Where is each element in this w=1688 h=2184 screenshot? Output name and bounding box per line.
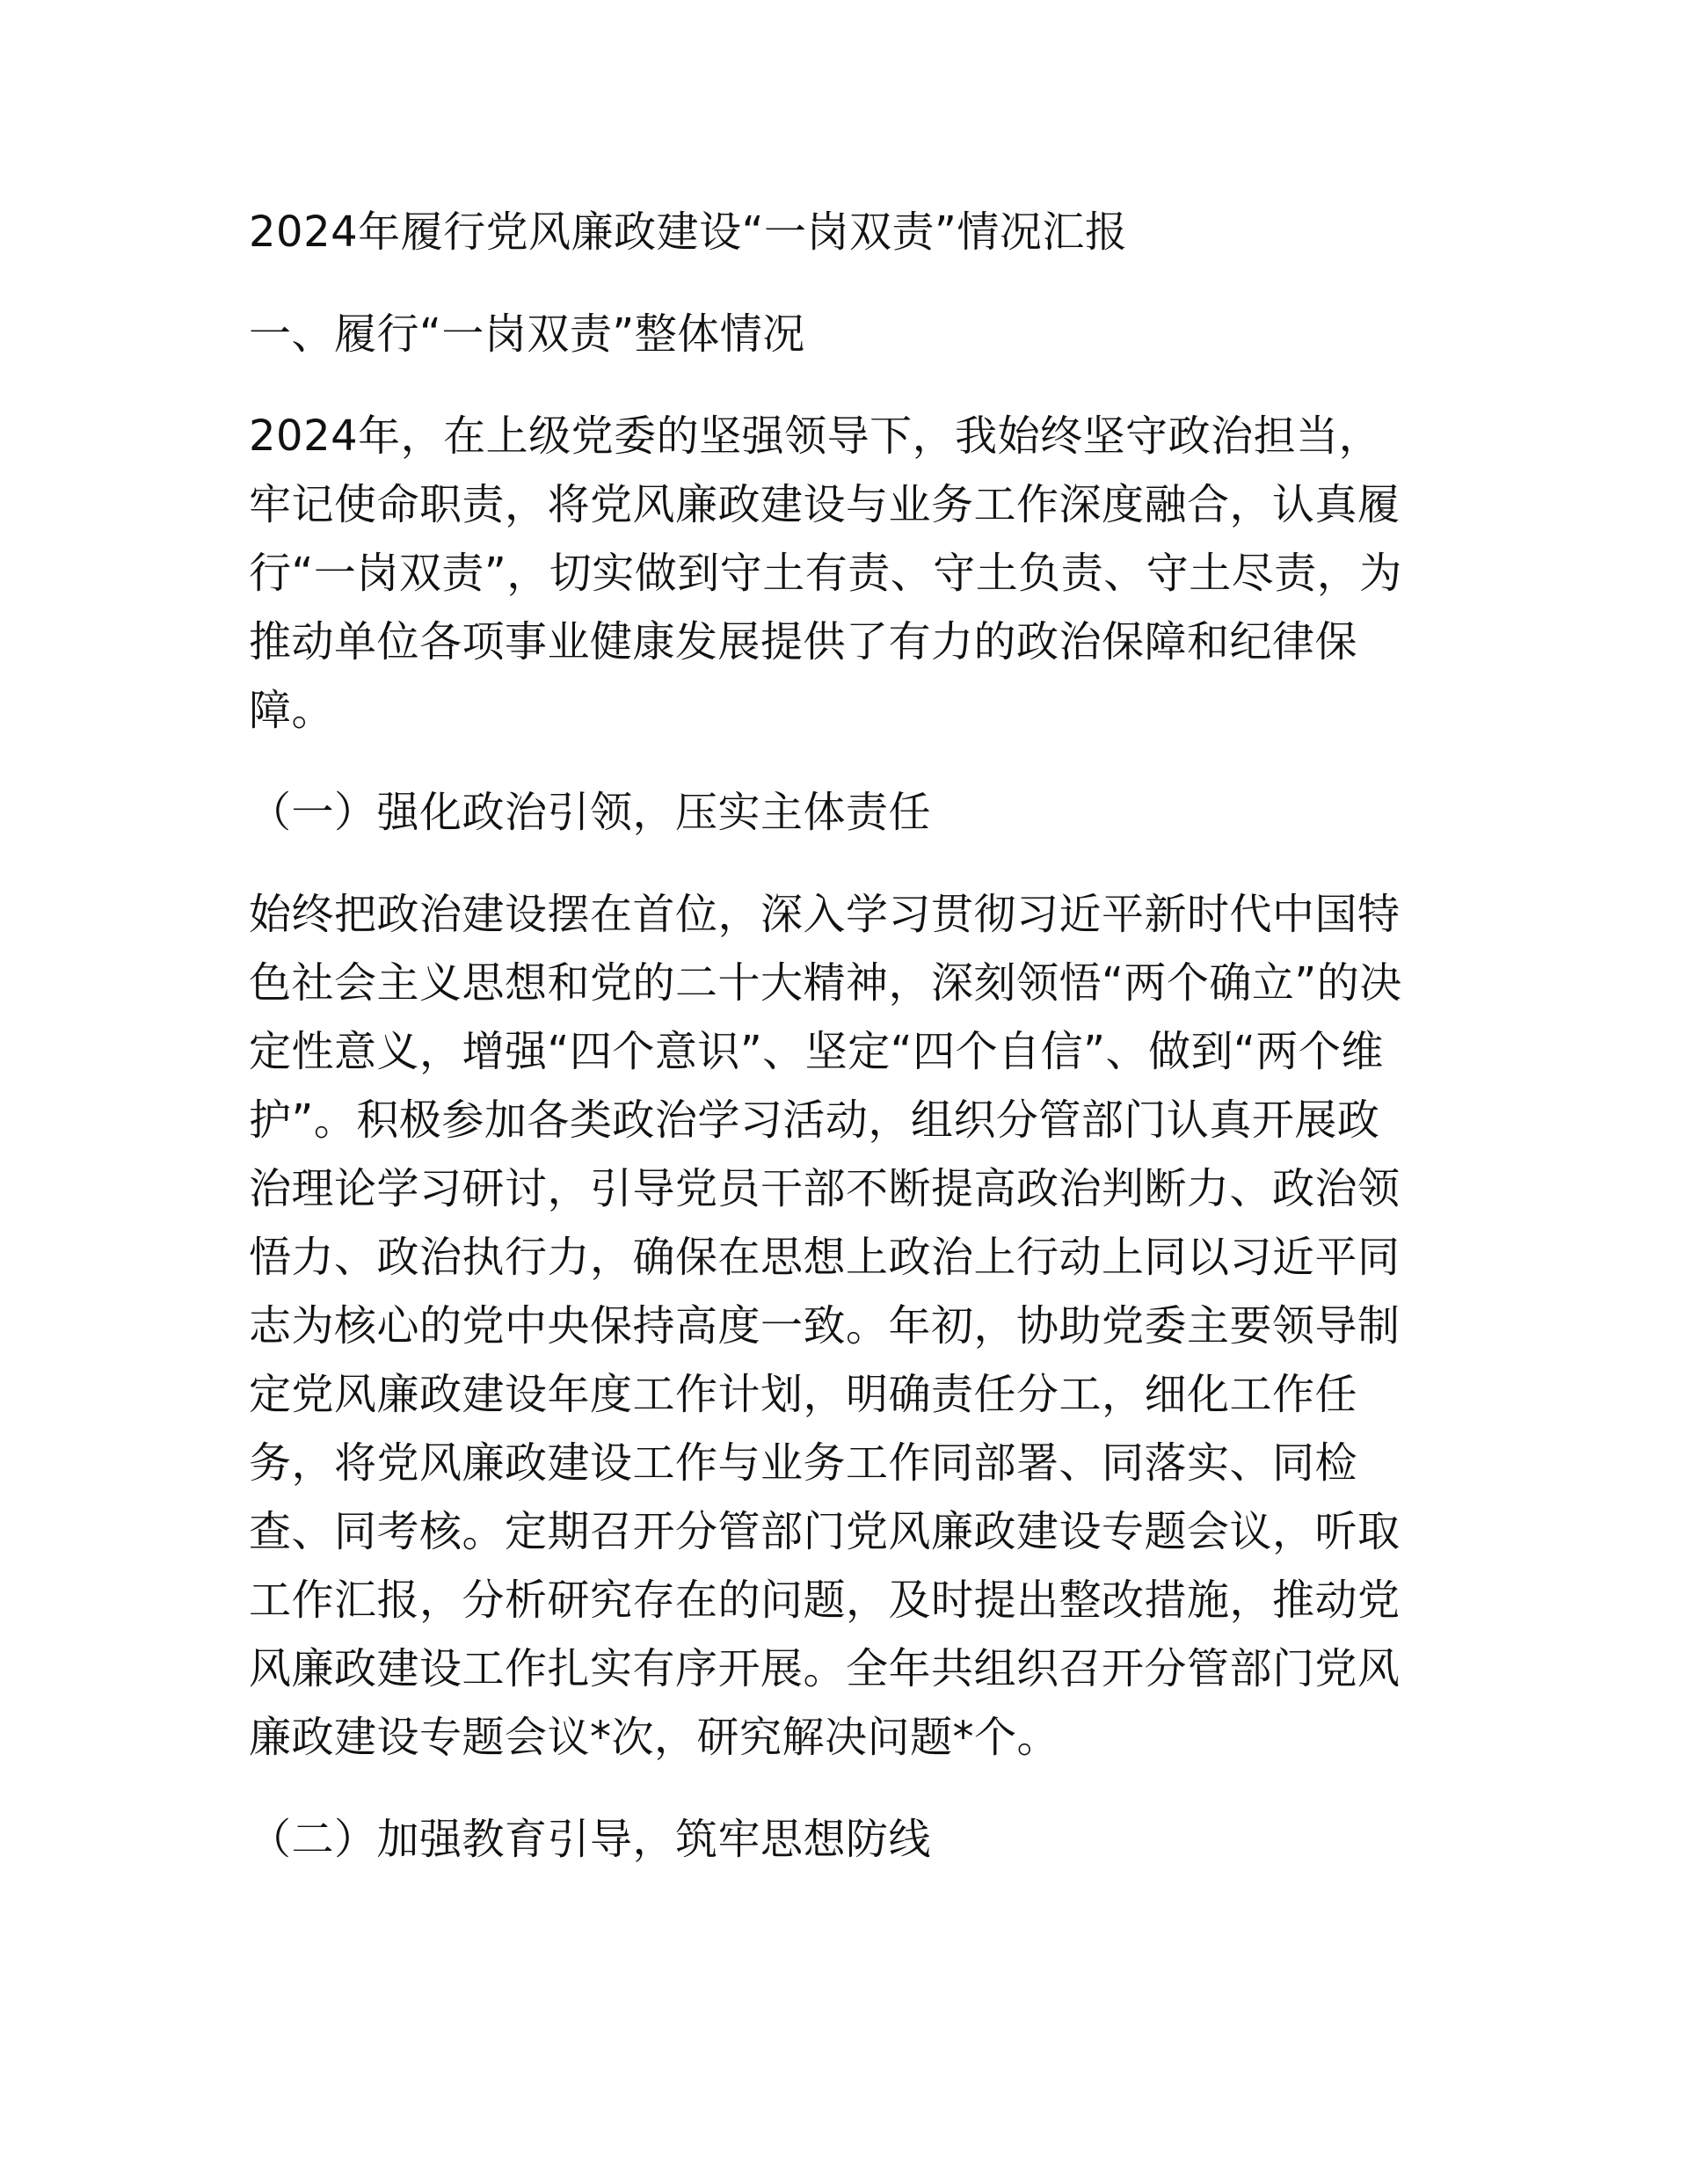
paragraph-line: 牢记使命职责，将党风廉政建设与业务工作深度融合，认真履: [249, 480, 1401, 529]
paragraph-line: 推动单位各项事业健康发展提供了有力的政治保障和纪律保: [249, 617, 1358, 666]
paragraph-line: 行“一岗双责”，切实做到守土有责、守土负责、守土尽责，为: [249, 549, 1402, 598]
paragraph-line: 廉政建设专题会议*次，研究解决问题*个。: [249, 1713, 1060, 1762]
paragraph-line: 治理论学习研讨，引导党员干部不断提高政治判断力、政治领: [249, 1164, 1401, 1213]
paragraph-line: 定性意义，增强“四个意识”、坚定“四个自信”、做到“两个维: [249, 1027, 1384, 1076]
subsection-1-paragraph: [249, 880, 1444, 1772]
paragraph-line: 始终把政治建设摆在首位，深入学习贯彻习近平新时代中国特: [249, 890, 1401, 939]
document-title: 2024年履行党风廉政建设“一岗双责”情况汇报: [249, 207, 1128, 257]
section-heading-1: 一、履行“一岗双责”整体情况: [249, 309, 805, 359]
paragraph-line: 查、同考核。定期召开分管部门党风廉政建设专题会议，听取: [249, 1507, 1401, 1556]
paragraph-line: 护”。积极参加各类政治学习活动，组织分管部门认真开展政: [249, 1096, 1380, 1145]
paragraph-line: 色社会主义思想和党的二十大精神，深刻领悟“两个确立”的决: [249, 958, 1402, 1008]
paragraph-line: 2024年，在上级党委的坚强领导下，我始终坚守政治担当，: [249, 411, 1382, 461]
paragraph-line: 务，将党风廉政建设工作与业务工作同部署、同落实、同检: [249, 1438, 1358, 1488]
subsection-heading-2: （二）加强教育引导，筑牢思想防线: [249, 1815, 932, 1864]
paragraph-line: 障。: [249, 686, 335, 735]
intro-paragraph: [249, 402, 1444, 745]
document-page: [249, 198, 1444, 1907]
subsection-heading-1: （一）强化政治引领，压实主体责任: [249, 788, 932, 837]
paragraph-line: 悟力、政治执行力，确保在思想上政治上行动上同以习近平同: [249, 1233, 1401, 1282]
paragraph-line: 定党风廉政建设年度工作计划，明确责任分工，细化工作任: [249, 1370, 1358, 1419]
paragraph-line: 工作汇报，分析研究存在的问题，及时提出整改措施，推动党: [249, 1576, 1401, 1625]
paragraph-line: 志为核心的党中央保持高度一致。年初，协助党委主要领导制: [249, 1301, 1401, 1350]
paragraph-line: 风廉政建设工作扎实有序开展。全年共组织召开分管部门党风: [249, 1644, 1401, 1693]
